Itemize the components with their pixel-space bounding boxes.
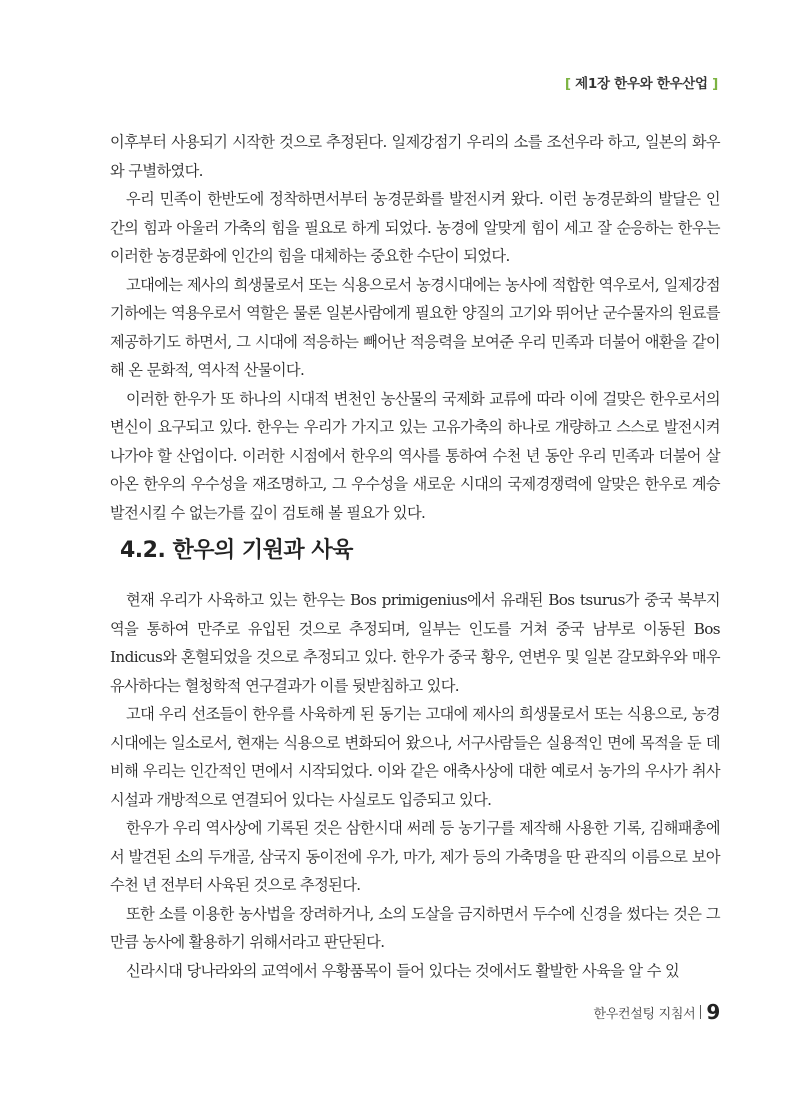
section-1-body xyxy=(110,128,720,527)
section-heading: 4.2. 한우의 기원과 사육 xyxy=(120,538,353,563)
page-footer xyxy=(593,1000,720,1024)
paragraph: 현재 우리가 사육하고 있는 한우는 Bos primigenius에서 유래된 Bos tsurus가 중국 북부지역을 통하여 만주로 유입된 것으로 추정되며, 일부는 인도를 거쳐 중국 남부로 이동된 Bos Indicus와 혼혈되었을 것으로 추정되고 있다. 한우가 중국 황우, 연변우 및 일본 갈모화우와 매우 유사하다는 혈청학적 연구결과가 이를 뒷받침하고 있다. xyxy=(110,591,720,695)
paragraph: 고대 우리 선조들이 한우를 사육하게 된 동기는 고대에 제사의 희생물로서 또는 식용으로, 농경시대에는 일소로서, 현재는 식용으로 변화되어 왔으나, 서구사람들은 실용적인 면에 목적을 둔 데 비해 우리는 인간적인 면에서 시작되었다. 이와 같은 애축사상에 대한 예로서 농가의 우사가 취사시설과 개방적으로 연결되어 있다는 사실로도 입증되고 있다. xyxy=(110,705,720,809)
paragraph: 이후부터 사용되기 시작한 것으로 추정된다. 일제강점기 우리의 소를 조선우라 하고, 일본의 화우와 구별하였다. xyxy=(110,133,720,180)
paragraph: 한우가 우리 역사상에 기록된 것은 삼한시대 써레 등 농기구를 제작해 사용한 기록, 김해패총에서 발견된 소의 두개골, 삼국지 동이전에 우가, 마가, 제가 등의 가축명을 딴 관직의 이름으로 보아 수천 년 전부터 사육된 것으로 추정된다. xyxy=(110,819,720,894)
paragraph: 또한 소를 이용한 농사법을 장려하거나, 소의 도살을 금지하면서 두수에 신경을 썼다는 것은 그만큼 농사에 활용하기 위해서라고 판단된다. xyxy=(110,904,720,951)
paragraph: 신라시대 당나라와의 교역에서 우황품목이 들어 있다는 것에서도 활발한 사육을 알 수 있 xyxy=(126,961,680,980)
paragraph: 고대에는 제사의 희생물로서 또는 식용으로서 농경시대에는 농사에 적합한 역우로서, 일제강점기하에는 역용우로서 역할은 물론 일본사람에게 필요한 양질의 고기와 뛰어난 군수물자의 원료를 제공하기도 하면서, 그 시대에 적응하는 빼어난 적응력을 보여준 우리 민족과 더불어 애환을 같이해 온 문화적, 역사적 산물이다. xyxy=(110,275,720,379)
paragraph: 우리 민족이 한반도에 정착하면서부터 농경문화를 발전시켜 왔다. 이런 농경문화의 발달은 인간의 힘과 아울러 가축의 힘을 필요로 하게 되었다. 농경에 알맞게 힘이 세고 잘 순응하는 한우는 이러한 농경문화에 인간의 힘을 대체하는 중요한 수단이 되었다. xyxy=(110,190,720,265)
book-title: 한우컨설팅 지침서 xyxy=(593,1006,696,1022)
chapter-title: 제1장 한우와 한우산업 xyxy=(575,76,708,92)
header-bracket-close: ] xyxy=(712,76,718,92)
header-bracket-open: [ xyxy=(564,76,571,92)
paragraph: 이러한 한우가 또 하나의 시대적 변천인 농산물의 국제화 교류에 따라 이에 걸맞은 한우로서의 변신이 요구되고 있다. 한우는 우리가 가지고 있는 고유가축의 하나로 개량하고 스스로 발전시켜 나가야 할 산업이다. 이러한 시점에서 한우의 역사를 통하여 수천 년 동안 우리 민족과 더불어 살아온 한우의 우수성을 재조명하고, 그 우수성을 새로운 시대의 국제경쟁력에 알맞은 한우로 계승 발전시킬 수 없는가를 깊이 검토해 볼 필요가 있다. xyxy=(110,389,720,522)
section-2-body xyxy=(110,586,720,985)
page-number: 9 xyxy=(706,1000,720,1024)
chapter-header xyxy=(565,72,718,92)
footer-divider xyxy=(700,1005,701,1019)
